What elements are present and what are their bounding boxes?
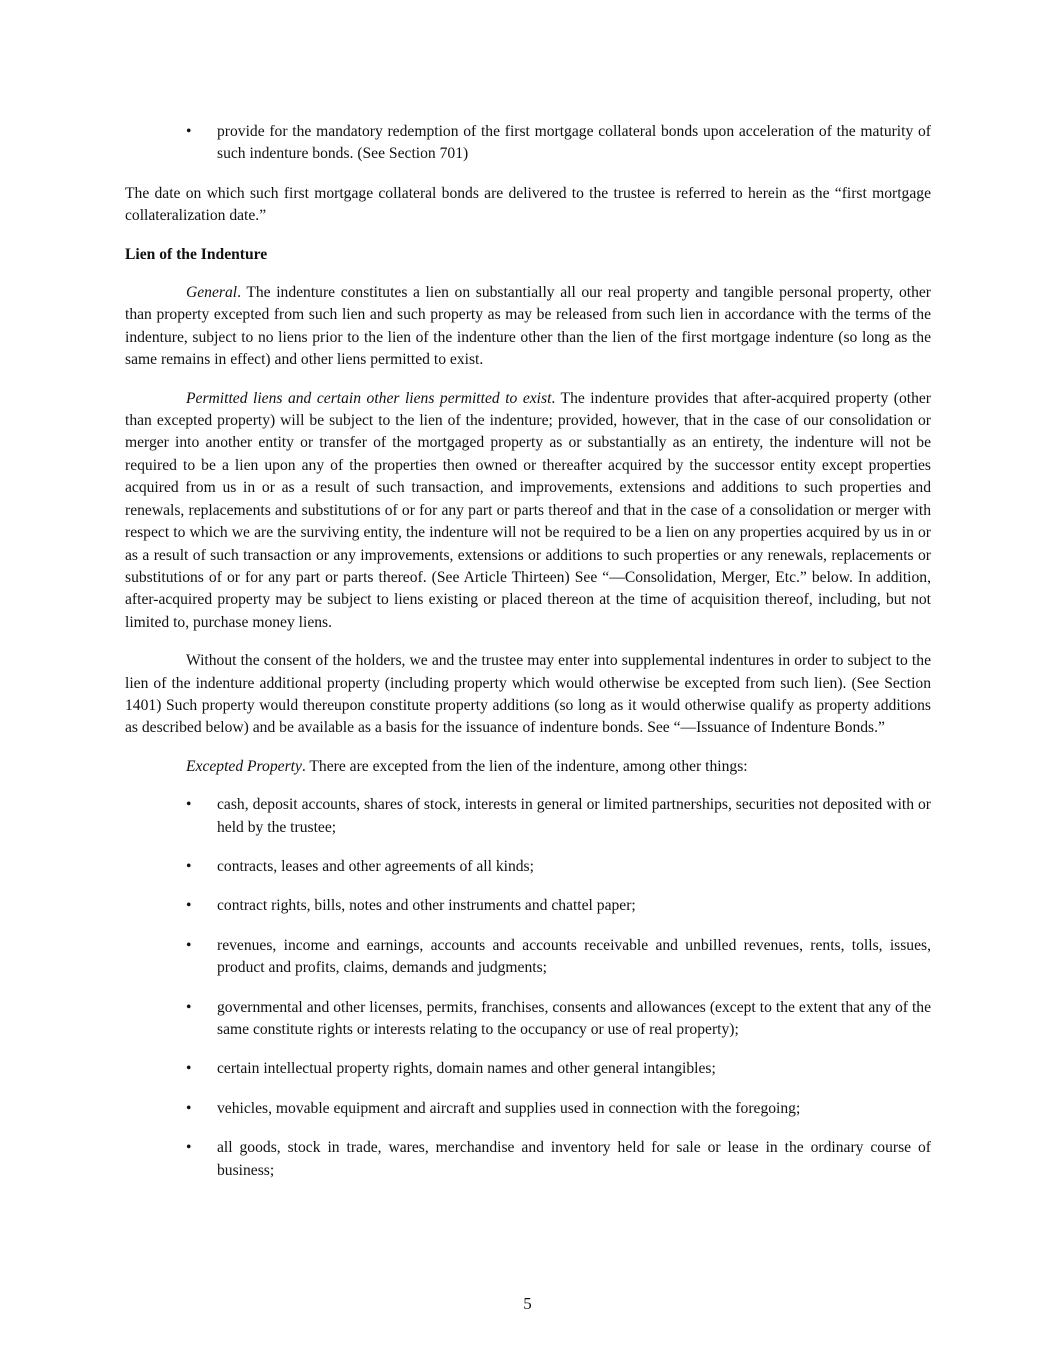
- list-item: [125, 935, 931, 980]
- without-consent-paragraph: Without the consent of the holders, we and the trustee may enter into supplemental indentures in order to subject to the lien of the indenture additional property (including property which would otherwise be excepted from such lien). (See Section 1401) Such property would thereupon constitute property additions (so long as it would otherwise qualify as property additions as described below) and be available as a basis for the issuance of indenture bonds. See “—Issuance of Indenture Bonds.”: [125, 652, 931, 737]
- list-item-text: cash, deposit accounts, shares of stock, interests in general or limited partnerships, securities not deposited with or held by the trustee;: [217, 796, 931, 836]
- list-item: [125, 895, 931, 917]
- bullet-marker: •: [186, 998, 192, 1016]
- section-heading: Lien of the Indenture: [125, 245, 268, 263]
- general-lead: General: [186, 284, 238, 302]
- permitted-liens-lead: Permitted liens and certain other liens permitted to exist: [186, 389, 552, 407]
- excepted-property-text: . There are excepted from the lien of the indenture, among other things:: [301, 757, 748, 775]
- date-paragraph: The date on which such first mortgage collateral bonds are delivered to the trustee is referred to herein as the “first mortgage collateralization date.”: [125, 184, 931, 225]
- bullet-marker: •: [186, 123, 192, 140]
- list-item: [125, 121, 931, 166]
- bullet-marker: •: [186, 1099, 192, 1117]
- list-item-text: provide for the mandatory redemption of the first mortgage collateral bonds upon acceleration of the maturity of such indenture bonds. (See Section 701): [217, 123, 931, 163]
- list-item-text: contracts, leases and other agreements of all kinds;: [217, 857, 534, 875]
- excepted-property-lead: Excepted Property: [186, 757, 302, 775]
- list-item-text: governmental and other licenses, permits, franchises, consents and allowances (except to the extent that any of the same constitute rights or interests relating to the occupancy or use of real property);: [217, 998, 931, 1038]
- bullet-marker: •: [186, 936, 192, 954]
- general-paragraph: [125, 282, 931, 372]
- permitted-liens-paragraph: [125, 388, 931, 634]
- list-item-text: all goods, stock in trade, wares, merchandise and inventory held for sale or lease in the ordinary course of business;: [217, 1139, 931, 1179]
- list-item: [125, 856, 931, 878]
- list-item: [125, 1058, 931, 1080]
- list-item-text: revenues, income and earnings, accounts and accounts receivable and unbilled revenues, rents, tolls, issues, product and profits, claims, demands and judgments;: [217, 936, 931, 977]
- list-item: [125, 1137, 931, 1182]
- bullet-marker: •: [186, 1139, 192, 1157]
- general-text: . The indenture constitutes a lien on substantially all our real property and tangible personal property, other than property excepted from such lien and such property as may be released from such lien in accordance with the terms of the indenture, subject to no liens prior to the lien of the indenture other than the lien of the first mortgage indenture (so long as the same remains in effect) and other liens permitted to exist.: [125, 284, 931, 369]
- page-number: 5: [523, 1294, 532, 1313]
- permitted-liens-text: . The indenture provides that after-acquired property (other than excepted property) will be subject to the lien of the indenture; provided, however, that in the case of our consolidation or merger into another entity or transfer of the mortgaged property as or substantially as an entirety, the indenture will not be required to be a lien upon any of the properties then owned or thereafter acquired by the successor entity except properties acquired from us in or as a result of such transaction, and improvements, extensions and additions to such properties and renewals, replacements and substitutions of or for any part or parts thereof and that in the case of a consolidation or merger with respect to which we are the surviving entity, the indenture will not be required to be a lien on any properties acquired by us in or as a result of such transaction or any improvements, extensions or additions to such properties or any renewals, replacements or substitutions of or for any part or parts thereof. (See Article Thirteen) See “—Consolidation, Merger, Etc.” below. In addition, after-acquired property may be subject to liens existing or placed thereon at the time of acquisition thereof, including, but not limited to, purchase money liens.: [125, 389, 931, 631]
- bullet-marker: •: [186, 796, 192, 814]
- bullet-marker: •: [186, 1060, 192, 1078]
- list-item-text: vehicles, movable equipment and aircraft and supplies used in connection with the foregoing;: [217, 1099, 801, 1117]
- list-item-text: contract rights, bills, notes and other instruments and chattel paper;: [217, 897, 636, 915]
- list-item: [125, 997, 931, 1042]
- list-item: [125, 794, 931, 839]
- list-item-text: certain intellectual property rights, domain names and other general intangibles;: [217, 1060, 716, 1078]
- bullet-marker: •: [186, 857, 192, 875]
- bullet-marker: •: [186, 897, 192, 915]
- document-page: [125, 121, 931, 1199]
- list-item: [125, 1098, 931, 1120]
- excepted-property-paragraph: [125, 756, 931, 778]
